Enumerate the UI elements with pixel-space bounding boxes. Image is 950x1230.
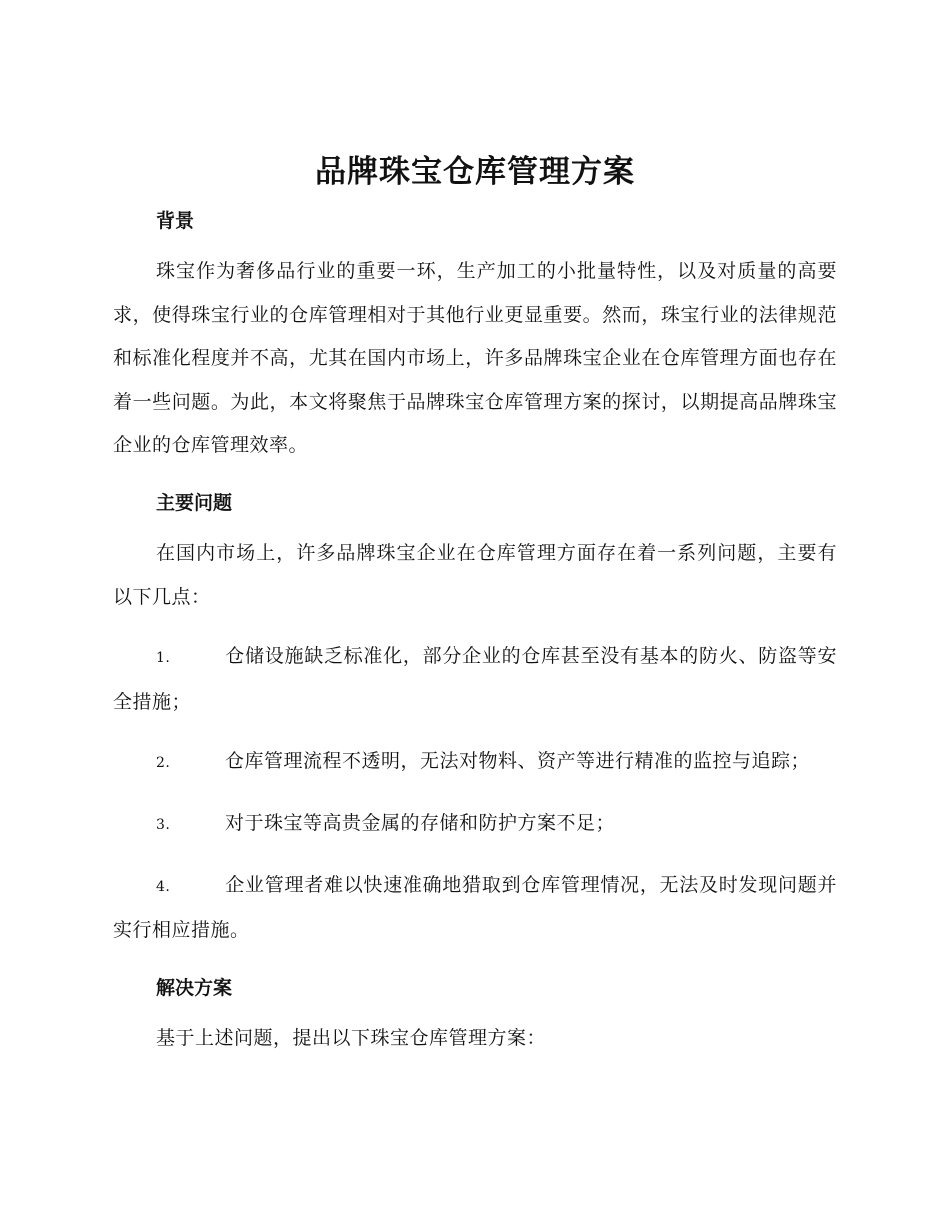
list-item-number: 2. [156,755,171,772]
section-heading-main-issues: 主要问题 [156,491,233,514]
list-item-number: 4. [156,878,171,895]
document-page [113,150,837,1060]
section-heading-solution: 解决方案 [156,976,233,999]
list-item-number: 3. [156,816,171,833]
list-item [113,864,837,953]
solution-intro-paragraph: 基于上述问题，提出以下珠宝仓库管理方案： [156,1026,547,1049]
list-item [113,802,837,848]
document-title: 品牌珠宝仓库管理方案 [315,154,635,190]
list-item-text: 企业管理者难以快速准确地猎取到仓库管理情况，无法及时发现问题并实行相应措施。 [113,873,837,942]
section-heading-background: 背景 [156,210,195,232]
list-item-number: 1. [156,650,171,667]
list-item-text: 仓储设施缺乏标准化，部分企业的仓库甚至没有基本的防火、防盗等安全措施； [113,645,837,713]
background-paragraph: 珠宝作为奢侈品行业的重要一环，生产加工的小批量特性，以及对质量的高要求，使得珠宝行业的仓库管理相对于其他行业更显重要。然而，珠宝行业的法律规范和标准化程度并不高，尤其在国内市场上，许多品牌珠宝企业在仓库管理方面也存在着一些问题。为此，本文将聚焦于品牌珠宝仓库管理方案的探讨，以期提高品牌珠宝企业的仓库管理效率。 [113,260,837,457]
main-issues-intro-paragraph: 在国内市场上，许多品牌珠宝企业在仓库管理方面存在着一系列问题，主要有以下几点： [113,541,837,608]
list-item-text: 仓库管理流程不透明，无法对物料、资产等进行精准的监控与追踪； [225,750,811,773]
list-item-text: 对于珠宝等高贵金属的存储和防护方案不足； [225,811,616,834]
list-item [113,635,837,724]
list-item [113,740,837,786]
